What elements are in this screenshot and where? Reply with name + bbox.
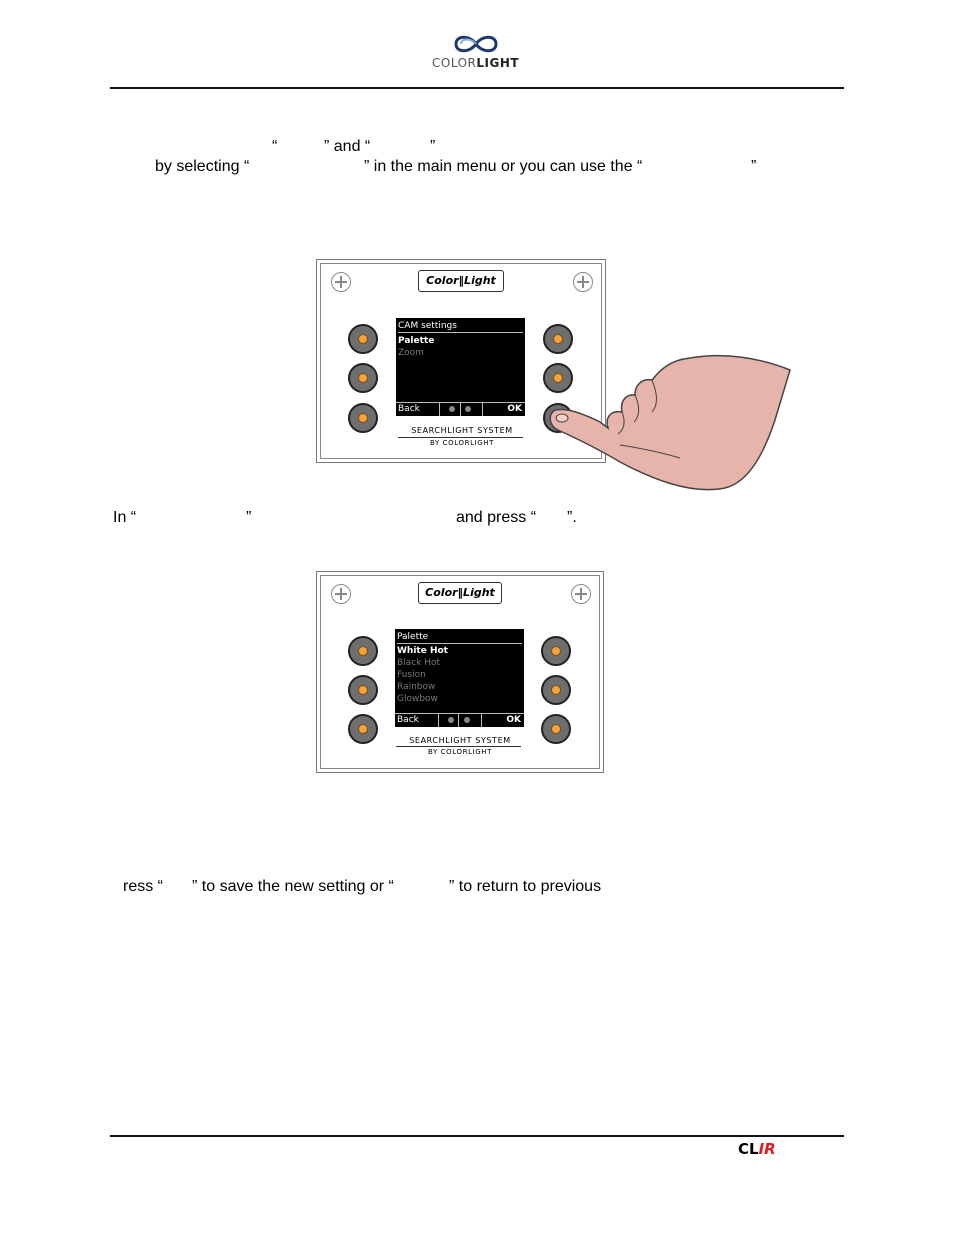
menu-item-glowbow[interactable]: Glowbow (397, 694, 438, 704)
footer-cl: CL (738, 1140, 759, 1158)
colorlight-logo (452, 32, 500, 56)
p2-end: ”. (567, 509, 577, 526)
p2-close-quote: ” (246, 509, 252, 526)
footer-ir: IR (758, 1140, 776, 1158)
footer-separator (458, 714, 459, 727)
logo-wordmark (432, 56, 519, 70)
screen-footer (395, 713, 524, 727)
menu-item-zoom[interactable]: Zoom (398, 348, 424, 358)
panel1-screen (396, 318, 525, 416)
menu-item-white-hot[interactable]: White Hot (397, 646, 448, 656)
panel1-left-button-1[interactable] (348, 324, 378, 354)
screen-footer (396, 402, 525, 416)
p1-line2-selecting: by selecting “ (155, 158, 250, 175)
p3-return: ” to return to previous (449, 878, 602, 895)
p3-press: ress “ (123, 878, 163, 895)
caption-rule (396, 746, 521, 747)
hand-icon (540, 350, 800, 500)
footer-separator (482, 403, 483, 416)
menu-item-fusion[interactable]: Fusion (397, 670, 426, 680)
footer-separator (439, 403, 440, 416)
infinity-logo-icon (452, 32, 500, 56)
panel2-ok-button[interactable] (541, 714, 571, 744)
screen-header: CAM settings (398, 320, 523, 333)
logo-word-light: COLOR (432, 56, 477, 70)
screen-header: Palette (397, 631, 522, 644)
p1-line1-and: ” and “ (324, 138, 371, 155)
footer-dot-icon (449, 406, 455, 412)
menu-item-rainbow[interactable]: Rainbow (397, 682, 436, 692)
menu-item-palette[interactable]: Palette (398, 336, 435, 346)
caption-rule (398, 437, 523, 438)
panel1-left-button-3[interactable] (348, 403, 378, 433)
footer-dot-icon (448, 717, 454, 723)
pointing-hand-illustration (540, 350, 800, 500)
footer-back-label: Back (398, 404, 420, 414)
footer-rule (110, 1135, 844, 1137)
screw-top-right-icon (571, 584, 591, 604)
caption-searchlight: SEARCHLIGHT SYSTEM (411, 426, 513, 435)
screw-top-right-icon (573, 272, 593, 292)
panel2-right-button-2[interactable] (541, 675, 571, 705)
p1-line2-close-quote: ” (751, 158, 757, 175)
p1-line2-main-menu: ” in the main menu or you can use the “ (364, 158, 643, 175)
panel2-right-button-1[interactable] (541, 636, 571, 666)
footer-separator (481, 714, 482, 727)
caption-searchlight: SEARCHLIGHT SYSTEM (409, 736, 511, 745)
footer-product-mark (738, 1140, 776, 1158)
header-rule (110, 87, 844, 89)
footer-dot-icon (464, 717, 470, 723)
screw-top-left-icon (331, 584, 351, 604)
logo-word-bold: LIGHT (476, 56, 520, 70)
brand-badge: Color‖Light (418, 270, 504, 292)
p2-and-press: and press “ (456, 509, 537, 526)
menu-item-black-hot[interactable]: Black Hot (397, 658, 441, 668)
footer-separator (460, 403, 461, 416)
p1-line1-close-quote: ” (430, 138, 436, 155)
p2-in: In “ (113, 509, 137, 526)
p3-save: ” to save the new setting or “ (192, 878, 394, 895)
footer-separator (438, 714, 439, 727)
footer-ok-label: OK (507, 404, 522, 414)
p1-line1-open-quote: “ (272, 138, 278, 155)
brand-badge: Color‖Light (418, 582, 502, 604)
footer-back-label: Back (397, 715, 419, 725)
panel2-screen (395, 629, 524, 727)
screw-top-left-icon (331, 272, 351, 292)
panel2-left-button-3[interactable] (348, 714, 378, 744)
panel1-left-button-2[interactable] (348, 363, 378, 393)
caption-by-colorlight: BY COLORLIGHT (429, 439, 495, 447)
footer-dot-icon (465, 406, 471, 412)
panel2-left-button-2[interactable] (348, 675, 378, 705)
panel2-left-button-1[interactable] (348, 636, 378, 666)
footer-ok-label: OK (506, 715, 521, 725)
caption-by-colorlight: BY COLORLIGHT (427, 748, 493, 756)
control-panel-2 (316, 571, 604, 773)
